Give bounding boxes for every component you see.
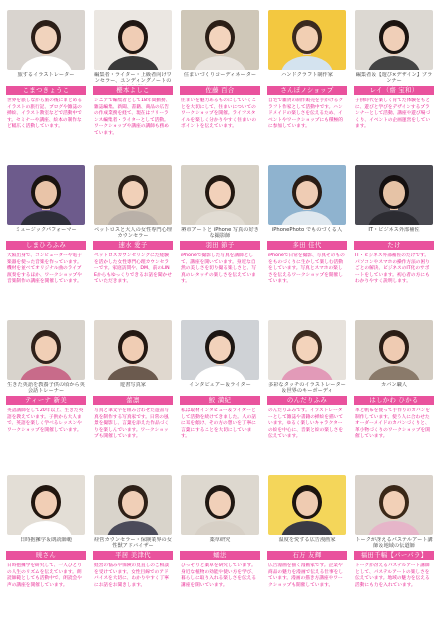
instructor-photo <box>94 10 172 70</box>
instructor-card[interactable] <box>267 475 347 626</box>
instructor-name[interactable]: 蕾凛 <box>93 396 173 405</box>
instructor-role: 住まいづくりコーディネーター <box>183 72 257 78</box>
instructor-photo <box>7 320 85 380</box>
instructor-name[interactable]: 平居 美津代 <box>93 551 173 560</box>
instructor-description: iPhoneで日常を撮影、写真そのものをものづくりに生かして楽しむ活動をしています。写真とスマホの楽しさを伝えるワークショップを開催しています。 <box>268 253 345 285</box>
instructor-role: 日時抱擁学＆朗読師範 <box>20 537 72 543</box>
instructor-card[interactable] <box>6 10 86 161</box>
instructor-description: 広告漫画を描く漫画家です。企業や商品の魅力を漫画で伝える仕事をしています。漫画の描き方講座やワークショップも開催しています。 <box>268 563 344 588</box>
instructor-role: 多彩なタッチのイラストレーター＆世界のキーボーディ <box>268 382 346 395</box>
instructor-role: 編集者＆【遊び×デザイン】プランナー <box>355 72 433 85</box>
instructor-photo <box>355 320 433 380</box>
instructor-description: 写真と筆文字を組み合わせた遊書写真を制作する写真家です。日常の風景を撮影し、言葉を添えた作品づくりを楽しんでいます。ワークショップも開催しています。 <box>94 408 170 440</box>
instructor-description: iPhoneで撮影した写真を講師として、講座を開いています。身近な自然の美しさを切り撮る楽しさと、写真のレタッチの楽しさを伝えています。 <box>181 253 257 285</box>
instructor-photo <box>94 320 172 380</box>
instructor-name[interactable]: 佐藤 百合 <box>180 86 260 95</box>
instructor-role: 温度を愛する広告漫画家 <box>278 537 336 543</box>
instructor-role: 旅するイラストレーター <box>17 72 75 78</box>
instructor-role: 遊書写真家 <box>120 382 146 388</box>
instructor-role: 生きた英語を教養子供の頃から英会話トレーナー <box>7 382 85 395</box>
instructor-description: 経営の悩みや保険の見直しのご相談を受けています。女性目線でのアドバイスを大切に、わかりやすく丁寧にお話をお聞きします。 <box>94 563 170 588</box>
instructor-description: 世界を旅しながら旅の後にまとめるイラストの旅行記、ブログや雑誌の挿絵、イラスト教室などで活動中です。セミナーや講座、絵本の制作など幅広く活動しています。 <box>7 98 83 130</box>
instructor-name[interactable]: ティーナ 新美 <box>6 396 86 405</box>
instructor-name[interactable]: 羽田 節子 <box>180 241 260 250</box>
instructor-name[interactable]: 蛹法 <box>180 551 260 560</box>
instructor-name[interactable]: 鮫 満紀 <box>180 396 260 405</box>
instructor-card[interactable] <box>180 165 260 316</box>
instructor-photo <box>355 475 433 535</box>
instructor-photo <box>181 475 259 535</box>
instructor-name[interactable]: たけ <box>354 241 434 250</box>
instructor-card[interactable] <box>354 10 434 161</box>
instructor-photo <box>355 165 433 225</box>
instructor-description: 子供時代を楽しく育てた体験をもとに、遊びと学びをデザインするプランナーとして活動。講座や遊び場づくり、イベントの企画運営をしています。 <box>355 98 431 130</box>
instructor-role: ミュージックパフォーマー <box>15 227 77 233</box>
instructor-name[interactable]: こまつきょうこ <box>6 86 86 95</box>
instructor-role: ハンドクラフト制作家 <box>281 72 333 78</box>
instructor-photo <box>355 10 433 70</box>
instructor-role: iPhonePhoto でものづくる人 <box>271 227 343 233</box>
instructor-description: 自宅で雑貨の制作販売を手がけるクラフト作家として活動中です。ハンドメイドの楽しさを伝えるため、イベントやワークショップにも積極的に参加しています。 <box>268 98 344 130</box>
instructor-name[interactable]: 速水 愛子 <box>93 241 173 250</box>
instructor-photo <box>7 10 85 70</box>
instructor-card[interactable] <box>6 320 86 471</box>
instructor-name[interactable]: さんぽノショップ <box>267 86 347 95</box>
instructor-description: ペットロスカウンセリングにた経験を活かした女性専門心理カウンセラーです。家庭訪問や、DM、前のLINEからもゆっくりできるお話を聞かせていただきます。 <box>94 253 172 285</box>
instructor-name[interactable]: のんだりふみ <box>267 396 347 405</box>
instructor-description: ひっそりと薬草を研究しています。身近な植物の効能や使い方を学び、暮らしに取り入れる楽しさを伝える講座を開いています。 <box>181 563 257 588</box>
instructor-description: 住まいを魅力あるものにしていくことを大切にして、住まいについてのワークショップを開催。ライフスタイルを楽しく分かりやすく住まいのポイントを伝えています。 <box>181 98 257 130</box>
instructor-card[interactable] <box>354 320 434 471</box>
instructor-role: 経営カウンセラー・保険業界の女性獣アドバイザー <box>94 537 172 550</box>
instructor-card[interactable] <box>93 10 173 161</box>
instructor-card[interactable] <box>354 475 434 626</box>
instructor-card[interactable] <box>93 320 173 471</box>
instructor-photo <box>94 165 172 225</box>
instructor-photo <box>268 320 346 380</box>
instructor-photo <box>7 475 85 535</box>
instructor-name[interactable]: 福田千幅【パーパラ】 <box>354 551 434 560</box>
instructor-role: 編集者・ライター・上級者向けワンセラー、ユンディングノートの <box>94 72 172 85</box>
instructor-name[interactable]: 櫻本よしこ <box>93 86 173 95</box>
instructor-role: インタビュアー＆ライター <box>189 382 251 388</box>
instructor-card[interactable] <box>354 165 434 316</box>
instructor-description: シニアで編集者として18年間勤務、雑誌編集、新聞、書籍、商品の広告の作成業務を経て、現在はフリーランス編集者・ライターとして活動。ワークショップや講座の講師も務めています。 <box>94 98 171 136</box>
instructor-photo <box>94 475 172 535</box>
instructor-name[interactable]: しまひろふみ <box>6 241 86 250</box>
instructor-card[interactable] <box>6 165 86 316</box>
instructor-photo <box>181 10 259 70</box>
instructor-grid <box>6 10 437 626</box>
instructor-name[interactable]: 石万 友輝 <box>267 551 347 560</box>
instructor-photo <box>181 165 259 225</box>
instructor-card[interactable] <box>180 10 260 161</box>
instructor-role: トークが冴えるパステルアート講師＆地域の伝道師 <box>355 537 433 550</box>
instructor-photo <box>181 320 259 380</box>
instructor-name[interactable]: 多田 佳代 <box>267 241 347 250</box>
instructor-name[interactable]: レイ（齋 宝和） <box>354 86 434 95</box>
instructor-description: 日時抱擁学を研究して、一人ひとりの人生のリズムを伝えています。朗読師範としても活動中で、朗読会や声の講座を開催しています。 <box>7 563 82 588</box>
instructor-description: 革と帆布を使って手作りのカバンを制作しています。使う人に合わせたオーダーメイドのカバンづくりと、革小物づくりのワークショップを開催しています。 <box>355 408 431 440</box>
instructor-description: IT・ビジネス外部補佐のたけです。パソコンやスマホの操作方法の困りごとの解決、ビジネスのIT化のサポートをしています。初心者の方にもわかりやすく説明します。 <box>355 253 430 285</box>
instructor-role: カバン職人 <box>381 382 407 388</box>
instructor-card[interactable] <box>180 320 260 471</box>
instructor-photo <box>7 165 85 225</box>
instructor-photo <box>268 10 346 70</box>
instructor-card[interactable] <box>267 320 347 471</box>
instructor-name[interactable]: 暁さん <box>6 551 86 560</box>
instructor-description: 私は取材インタビュー＆ライターとして活動を続けてきました。人の話に耳を傾け、その方の想いを丁寧に言葉にすることを大切にしています。 <box>181 408 257 440</box>
instructor-card[interactable] <box>6 475 86 626</box>
instructor-role: 薬草研究 <box>209 537 231 543</box>
instructor-card[interactable] <box>93 165 173 316</box>
instructor-photo <box>268 165 346 225</box>
instructor-description: トークが冴えるパステルアート講師として、パステルアートの楽しさを伝えています。地域の魅力を伝える活動にも力を入れています。 <box>355 563 430 588</box>
instructor-name[interactable]: はしかわ ひかる <box>354 396 434 405</box>
instructor-photo <box>268 475 346 535</box>
instructor-card[interactable] <box>93 475 173 626</box>
instructor-role: IT・ビジネス外部補佐 <box>368 227 420 233</box>
instructor-description: 大阪出身で、コンピューターや電子楽器を使った音楽を作っています。機材を並べてオリジナル曲のライブ演奏をするほか、ワークショップや音楽制作の講座を開催しています。 <box>7 253 82 285</box>
instructor-description: 英語講師をして20年以上、生きた英語を教えています。子供から大人まで、英語を楽しく学べるレッスンやワークショップを開催しています。 <box>7 408 84 433</box>
instructor-card[interactable] <box>180 475 260 626</box>
instructor-card[interactable] <box>267 165 347 316</box>
instructor-role: ペットロスと大人の女性専門心理カウンセラー <box>94 227 172 240</box>
instructor-role: 堺市アートと iPhone 写真の好きな撮影師 <box>181 227 259 240</box>
instructor-card[interactable] <box>267 10 347 161</box>
instructor-description: のんだりふみです。イラストレーターとして雑誌や書籍の挿絵を描いています。ゆるく楽しいキャラクターの絵を中心に、音楽と絵の楽しさを伝えています。 <box>268 408 344 440</box>
